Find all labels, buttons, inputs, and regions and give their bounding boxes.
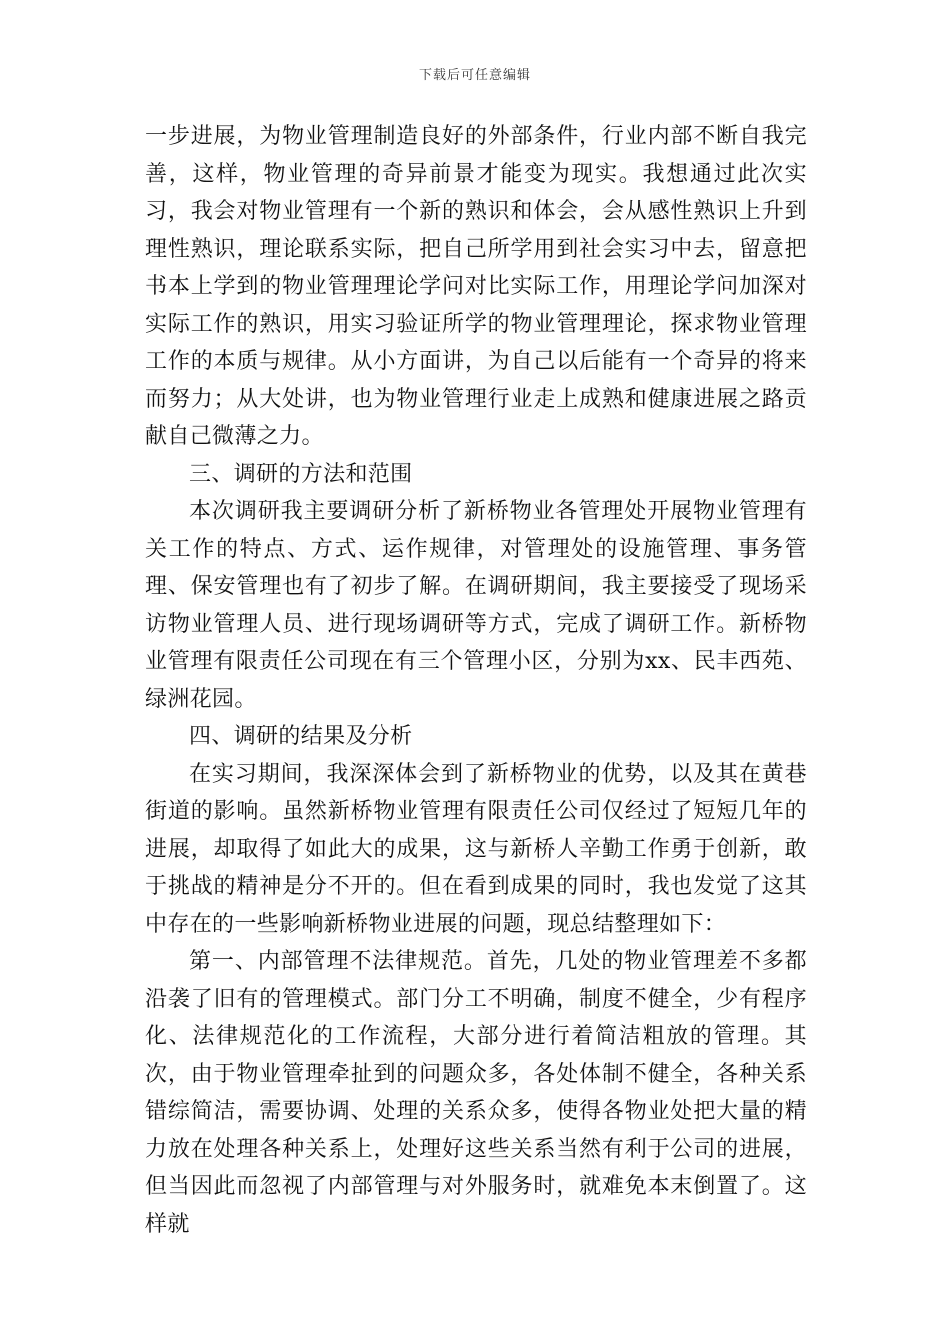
paragraph-internal-management: 第一、内部管理不法律规范。首先，几处的物业管理差不多都沿袭了旧有的管理模式。部门分工不明确，制度不健全，少有程序化、法律规范化的工作流程，大部分进行着简洁粗放的管理。其次，由于物业管理牵扯到的问题众多，各处体制不健全，各种关系错综简洁，需要协调、处理的关系众多，使得各物业处把大量的精力放在处理各种关系上，处理好这些关系当然有利于公司的进展，但当因此而忽视了内部管理与对外服务时，就难免本末倒置了。这样就 [145, 949, 807, 1237]
section-heading-methods: 三、调研的方法和范围 [189, 461, 413, 487]
paragraph-results: 在实习期间，我深深体会到了新桥物业的优势，以及其在黄巷街道的影响。虽然新桥物业管理有限责任公司仅经过了短短几年的进展，却取得了如此大的成果，这与新桥人辛勤工作勇于创新，敢于挑战的精神是分不开的。但在看到成果的同时，我也发觉了这其中存在的一些影响新桥物业进展的问题，现总结整理如下： [145, 761, 807, 937]
page-header-note: 下载后可任意编辑 [418, 68, 531, 83]
paragraph-continuation: 一步进展，为物业管理制造良好的外部条件，行业内部不断自我完善，这样，物业管理的奇异前景才能变为现实。我想通过此次实习，我会对物业管理有一个新的熟识和体会，会从感性熟识上升到理性熟识，理论联系实际，把自己所学用到社会实习中去，留意把书本上学到的物业管理理论学问对比实际工作，用理论学问加深对实际工作的熟识，用实习验证所学的物业管理理论，探求物业管理工作的本质与规律。从小方面讲，为自己以后能有一个奇异的将来而努力；从大处讲，也为物业管理行业走上成熟和健康进展之路贡献自己微薄之力。 [145, 124, 807, 449]
paragraph-methods: 本次调研我主要调研分析了新桥物业各管理处开展物业管理有关工作的特点、方式、运作规律，对管理处的设施管理、事务管理、保安管理也有了初步了解。在调研期间，我主要接受了现场采访物业管理人员、进行现场调研等方式，完成了调研工作。新桥物业管理有限责任公司现在有三个管理小区，分别为xx、民丰西苑、绿洲花园。 [145, 499, 807, 712]
document-body [145, 118, 807, 1243]
section-heading-results: 四、调研的结果及分析 [189, 724, 413, 749]
